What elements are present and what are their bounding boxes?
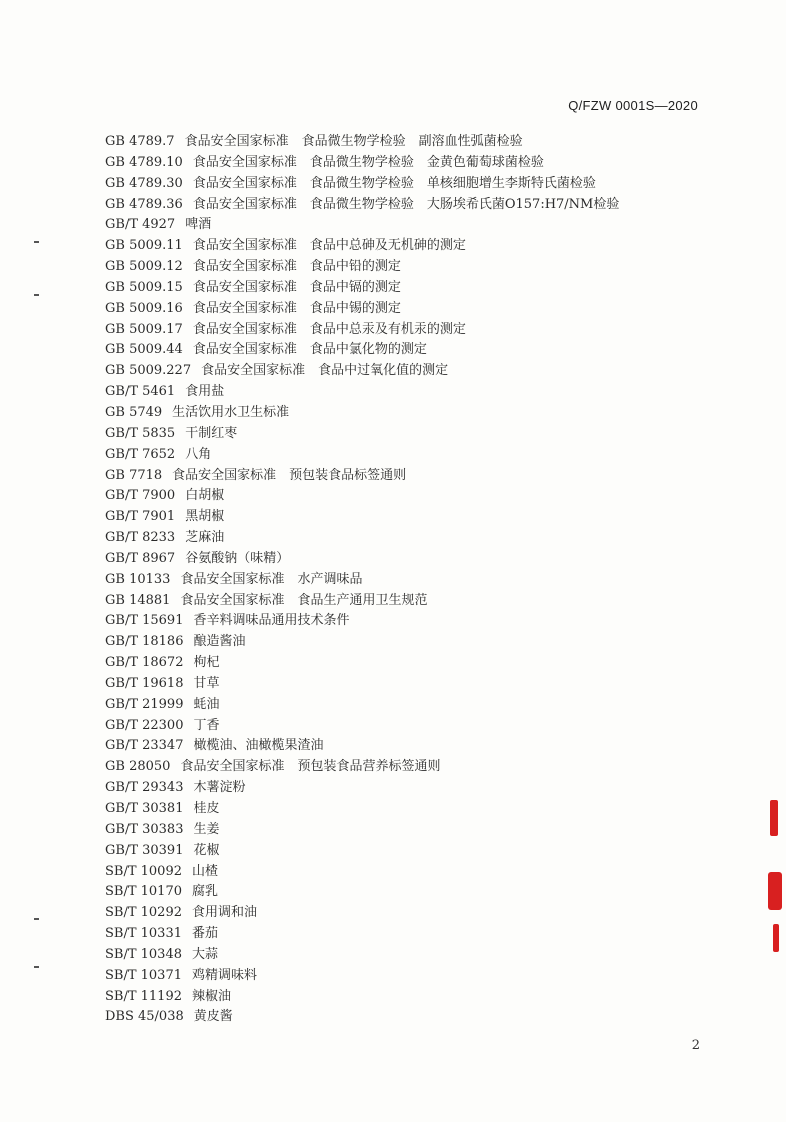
reference-item	[105, 132, 726, 153]
reference-title: 香辛料调味品通用技术条件	[193, 613, 350, 629]
reference-code: GB 5009.15	[105, 279, 183, 295]
reference-title: 食品安全国家标准 食品中过氧化值的测定	[201, 363, 449, 379]
reference-title: 食品安全国家标准 食品生产通用卫生规范	[180, 592, 428, 608]
reference-item	[105, 903, 726, 924]
reference-code: GB/T 5835	[105, 425, 176, 441]
reference-title: 番茄	[192, 926, 219, 942]
reference-title: 食品安全国家标准 预包装食品营养标签通则	[180, 759, 441, 775]
reference-title: 食品安全国家标准 食品中氯化物的测定	[192, 342, 427, 358]
reference-code: GB/T 8967	[105, 550, 176, 566]
page-number: 2	[691, 1038, 700, 1053]
reference-title: 酿造酱油	[193, 634, 246, 650]
red-stamp-edge	[770, 800, 778, 836]
reference-code: GB 5009.44	[105, 342, 183, 358]
reference-title: 木薯淀粉	[193, 780, 246, 796]
reference-code: GB 14881	[105, 592, 171, 608]
reference-title: 蚝油	[193, 696, 220, 712]
reference-item	[105, 820, 726, 841]
reference-item	[105, 1007, 726, 1028]
reference-code: GB/T 18186	[105, 634, 184, 650]
reference-code: GB/T 19618	[105, 675, 184, 691]
reference-item	[105, 966, 726, 987]
reference-title: 食品安全国家标准 食品微生物学检验 副溶血性弧菌检验	[184, 134, 523, 149]
reference-item	[105, 320, 726, 341]
reference-code: GB/T 7652	[105, 446, 176, 462]
reference-title: 腐乳	[192, 884, 219, 900]
reference-item	[105, 445, 726, 466]
reference-code: GB 10133	[105, 571, 171, 587]
reference-title: 芝麻油	[185, 530, 225, 546]
reference-code: GB 7718	[105, 467, 163, 483]
reference-item	[105, 486, 726, 507]
reference-item	[105, 591, 726, 612]
reference-title: 鸡精调味料	[192, 967, 258, 983]
reference-item	[105, 924, 726, 945]
reference-code: GB 4789.30	[105, 175, 183, 191]
reference-title: 食品安全国家标准 食品微生物学检验 金黄色葡萄球菌检验	[192, 154, 544, 170]
document-number: Q/FZW 0001S—2020	[568, 98, 698, 113]
reference-title: 食品安全国家标准 食品中总砷及无机砷的测定	[192, 238, 466, 254]
reference-title: 黑胡椒	[185, 509, 225, 525]
reference-item	[105, 862, 726, 883]
reference-item	[105, 424, 726, 445]
reference-code: GB/T 23347	[105, 738, 184, 754]
reference-code: SB/T 10371	[105, 967, 182, 983]
reference-code: GB/T 8233	[105, 530, 176, 546]
reference-code: GB/T 5461	[105, 384, 176, 400]
reference-code: GB/T 18672	[105, 655, 184, 671]
reference-title: 生活饮用水卫生标准	[172, 404, 290, 420]
reference-title: 谷氨酸钠（味精）	[185, 550, 290, 566]
reference-code: GB 5009.16	[105, 300, 183, 316]
reference-item	[105, 299, 726, 320]
reference-title: 山楂	[192, 863, 219, 879]
reference-item	[105, 778, 726, 799]
reference-code: GB/T 7900	[105, 488, 176, 504]
reference-item	[105, 632, 726, 653]
reference-item	[105, 987, 726, 1008]
reference-title: 啤酒	[185, 217, 212, 233]
reference-item	[105, 236, 726, 257]
reference-item	[105, 278, 726, 299]
reference-code: GB 5009.12	[105, 259, 183, 275]
reference-title: 甘草	[193, 675, 220, 691]
reference-item	[105, 841, 726, 862]
reference-item	[105, 174, 726, 195]
reference-title: 大蒜	[192, 946, 219, 962]
reference-item	[105, 882, 726, 903]
reference-title: 橄榄油、油橄榄果渣油	[193, 738, 324, 754]
reference-item	[105, 549, 726, 570]
reference-item	[105, 674, 726, 695]
reference-item	[105, 570, 726, 591]
reference-item	[105, 611, 726, 632]
reference-item	[105, 195, 726, 216]
reference-title: 枸杞	[193, 655, 220, 671]
reference-code: SB/T 10331	[105, 926, 182, 942]
reference-item	[105, 466, 726, 487]
reference-code: SB/T 10092	[105, 863, 182, 879]
reference-code: GB 4789.7	[105, 134, 175, 149]
reference-code: DBS 45/038	[105, 1009, 184, 1025]
reference-code: GB 5009.11	[105, 238, 183, 254]
red-stamp-edge	[773, 924, 779, 952]
reference-item	[105, 507, 726, 528]
reference-item	[105, 403, 726, 424]
reference-title: 食用调和油	[192, 905, 258, 921]
reference-code: GB 4789.36	[105, 196, 183, 212]
reference-code: GB/T 21999	[105, 696, 184, 712]
reference-title: 食品安全国家标准 食品中锡的测定	[192, 300, 401, 316]
reference-code: SB/T 10170	[105, 884, 182, 900]
reference-item	[105, 945, 726, 966]
reference-title: 食品安全国家标准 水产调味品	[180, 571, 363, 587]
reference-item	[105, 653, 726, 674]
reference-code: GB/T 30391	[105, 842, 184, 858]
red-stamp-edge	[768, 872, 782, 910]
reference-title: 辣椒油	[192, 988, 232, 1004]
reference-item	[105, 716, 726, 737]
reference-item	[105, 757, 726, 778]
reference-code: GB 5749	[105, 404, 163, 420]
reference-title: 干制红枣	[185, 425, 238, 441]
reference-code: GB/T 15691	[105, 613, 184, 629]
reference-item	[105, 340, 726, 361]
reference-code: SB/T 11192	[105, 988, 182, 1004]
reference-item	[105, 215, 726, 236]
reference-item	[105, 361, 726, 382]
reference-title: 食品安全国家标准 食品微生物学检验 大肠埃希氏菌O157:H7/NM检验	[192, 196, 620, 212]
reference-item	[105, 528, 726, 549]
reference-item	[105, 736, 726, 757]
reference-title: 食品安全国家标准 食品中镉的测定	[192, 279, 401, 295]
reference-title: 黄皮酱	[193, 1009, 233, 1025]
reference-item	[105, 799, 726, 820]
reference-code: SB/T 10348	[105, 946, 182, 962]
scan-mark	[34, 918, 39, 920]
reference-item	[105, 382, 726, 403]
normative-references-list	[105, 132, 726, 1028]
scan-mark	[34, 241, 39, 243]
reference-title: 白胡椒	[185, 488, 225, 504]
reference-title: 生姜	[193, 821, 220, 837]
reference-title: 八角	[185, 446, 212, 462]
reference-code: GB/T 4927	[105, 217, 176, 233]
reference-code: GB/T 29343	[105, 780, 184, 796]
reference-code: GB/T 30383	[105, 821, 184, 837]
reference-code: GB 5009.227	[105, 363, 192, 379]
reference-title: 食品安全国家标准 预包装食品标签通则	[172, 467, 407, 483]
scan-mark	[34, 294, 39, 296]
reference-code: GB/T 30381	[105, 801, 184, 816]
reference-title: 食用盐	[185, 384, 225, 400]
reference-code: SB/T 10292	[105, 905, 182, 921]
reference-code: GB 28050	[105, 759, 171, 775]
reference-title: 食品安全国家标准 食品中总汞及有机汞的测定	[192, 321, 466, 337]
reference-item	[105, 257, 726, 278]
reference-item	[105, 695, 726, 716]
reference-title: 花椒	[193, 842, 220, 858]
scan-mark	[34, 966, 39, 968]
reference-title: 丁香	[193, 717, 220, 733]
reference-code: GB 4789.10	[105, 154, 183, 170]
reference-code: GB 5009.17	[105, 321, 183, 337]
reference-title: 食品安全国家标准 食品中铅的测定	[192, 259, 401, 275]
reference-code: GB/T 22300	[105, 717, 184, 733]
reference-code: GB/T 7901	[105, 509, 176, 525]
reference-title: 桂皮	[193, 801, 220, 816]
reference-title: 食品安全国家标准 食品微生物学检验 单核细胞增生李斯特氏菌检验	[192, 175, 596, 191]
reference-item	[105, 153, 726, 174]
